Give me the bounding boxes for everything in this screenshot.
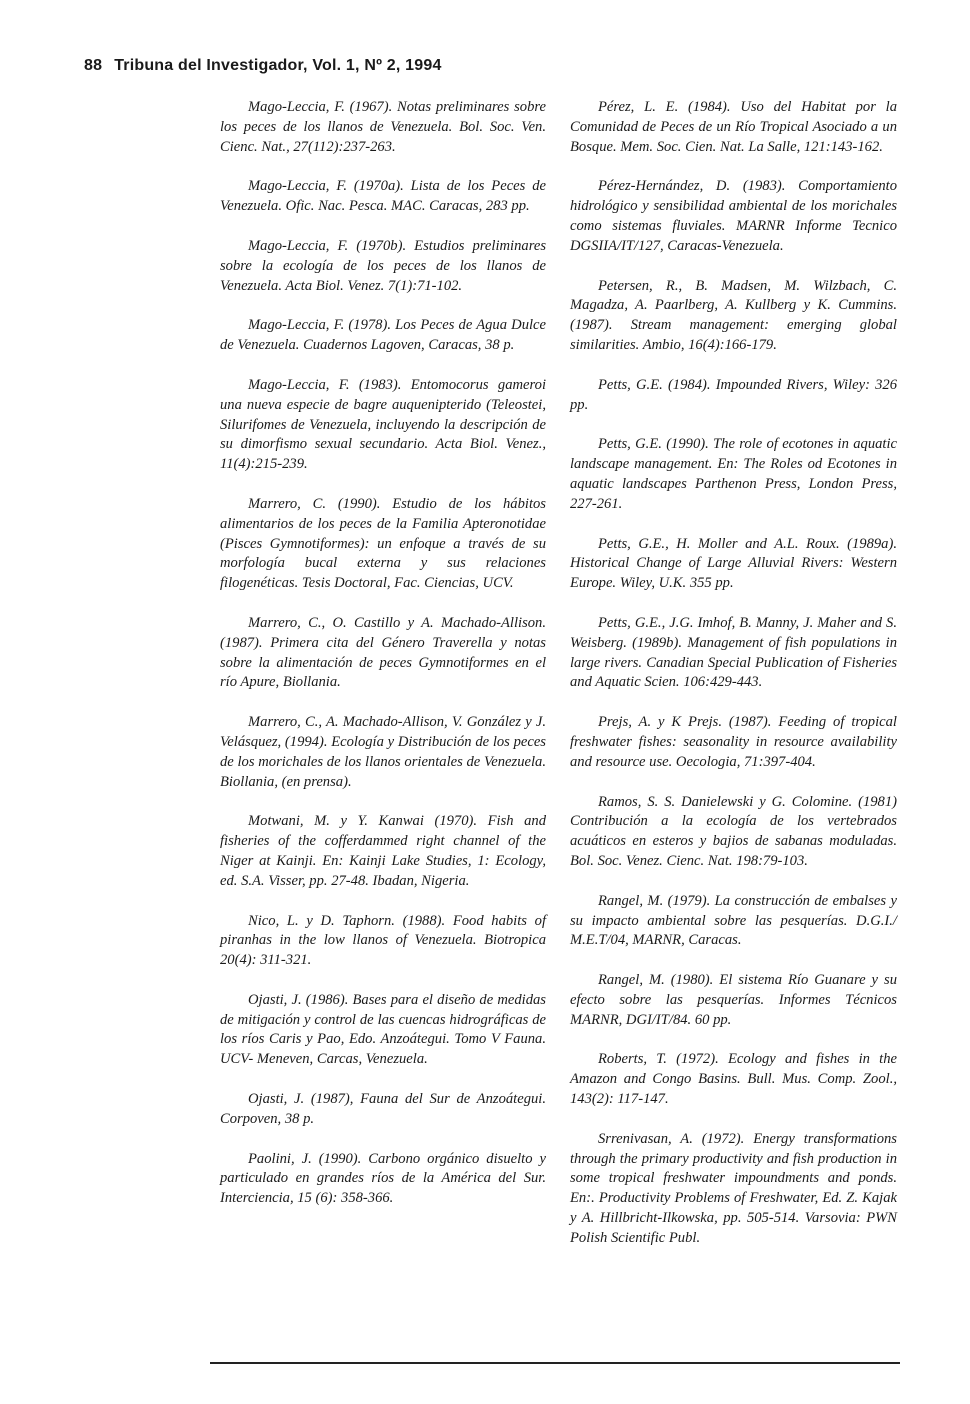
journal-title: Tribuna del Investigador, Vol. 1, Nº 2, 1994: [114, 57, 442, 74]
reference-entry: Pérez, L. E. (1984). Uso del Habitat por la Comunidad de Peces de un Río Tropical Asociado a un Bosque. Mem. Soc. Cien. Nat. La Salle, 121:143-162.: [570, 99, 897, 155]
reference-entry: Marrero, C., A. Machado-Allison, V. González y J. Velásquez, (1994). Ecología y Distribución de los peces de los morichales de los llanos orientales de Venezuela. Biollania, (en prensa).: [220, 714, 546, 790]
reference-entry: Srrenivasan, A. (1972). Energy transformations through the primary productivity and fish production in some tropical freshwater impoundments and ponds. En:. Productivity Problems of Freshwater, Ed. Z. Kajak y A. Hillbricht-Ilkowska, pp. 505-514. Varsovia: PWN Polish Scientific Publ.: [570, 1130, 897, 1246]
footer-rule: [210, 1362, 900, 1364]
reference-entry: Petts, G.E. (1990). The role of ecotones in aquatic landscape management. En: The Roles od Ecotones in aquatic landscapes Parthenon Press, London Press, 227-261.: [570, 436, 897, 512]
reference-entry: Mago-Leccia, F. (1983). Entomocorus gameroi una nueva especie de bagre auquenipterido (Teleostei, Silurifomes de Venezuela, incluyendo la descripción de su dimorfismo sexual secundario. Acta Biol. Venez., 11(4):215-239.: [220, 376, 546, 473]
reference-entry: Roberts, T. (1972). Ecology and fishes in the Amazon and Congo Basins. Bull. Mus. Comp. Zool., 143(2): 117-147.: [570, 1051, 897, 1108]
reference-entry: Paolini, J. (1990). Carbono orgánico disuelto y particulado en grandes ríos de la América del Sur. Interciencia, 15 (6): 358-366.: [220, 1150, 546, 1207]
reference-entry: Ojasti, J. (1986). Bases para el diseño de medidas de mitigación y control de las cuencas hidrográficas de los ríos Caris y Pao, Edo. Anzoátegui. Tomo V Fauna. UCV- Meneven, Carcas, Venezuela.: [220, 991, 546, 1068]
reference-entry: Pérez-Hernández, D. (1983). Comportamiento hidrológico y sensibilidad ambiental de los morichales como sistemas fluviales. MARNR Informe Tecnico DGSIIA/IT/127, Caracas-Venezuela.: [570, 178, 897, 254]
reference-entry: Mago-Leccia, F. (1978). Los Peces de Agua Dulce de Venezuela. Cuadernos Lagoven, Caracas, 38 p.: [220, 317, 546, 354]
reference-entry: Mago-Leccia, F. (1967). Notas preliminares sobre los peces de los llanos de Venezuela. Bol. Soc. Ven. Cienc. Nat., 27(112):237-263.: [220, 99, 546, 155]
reference-entry: Marrero, C., O. Castillo y A. Machado-Allison. (1987). Primera cita del Género Traverella y notas sobre la alimentación de peces Gymnotiformes en el río Apure, Biollania.: [220, 614, 546, 691]
reference-entry: Rangel, M. (1980). El sistema Río Guanare y su efecto sobre las pesquerías. Informes Técnicos MARNR, DGI/IT/84. 60 pp.: [570, 972, 897, 1028]
page-number: 88: [84, 57, 103, 74]
reference-entry: Marrero, C. (1990). Estudio de los hábitos alimentarios de los peces de la Familia Apteronotidae (Pisces Gymnotiformes): un enfoque a través de su morfología bucal externa y sus relaciones filogenéticas. Tesis Doctoral, Fac. Ciencias, UCV.: [220, 495, 546, 592]
reference-entry: Mago-Leccia, F. (1970b). Estudios preliminares sobre la ecología de los peces de los llanos de Venezuela. Acta Biol. Venez. 7(1):71-102.: [220, 237, 546, 294]
reference-entry: Petts, G.E., J.G. Imhof, B. Manny, J. Maher and S. Weisberg. (1989b). Management of fish populations in large rivers. Canadian Special Publication of Fisheries and Aquatic Scien. 106:429-443.: [570, 614, 897, 691]
reference-entry: Ramos, S. S. Danielewski y G. Colomine. (1981) Contribución a la ecología de los vertebrados acuáticos en esteros y bajios de sabanas moduladas. Bol. Soc. Venez. Cienc. Nat. 198:79-103.: [570, 793, 897, 869]
reference-entry: Petts, G.E., H. Moller and A.L. Roux. (1989a). Historical Change of Large Alluvial Rivers: Western Europe. Wiley, U.K. 355 pp.: [570, 535, 897, 592]
reference-entry: Petts, G.E. (1984). Impounded Rivers, Wiley: 326 pp.: [570, 376, 897, 413]
reference-entry: Prejs, A. y K Prejs. (1987). Feeding of tropical freshwater fishes: seasonality in resource availability and resource use. Oecologia, 71:397-404.: [570, 714, 897, 770]
references-left-column: [220, 98, 546, 1229]
reference-entry: Mago-Leccia, F. (1970a). Lista de los Peces de Venezuela. Ofic. Nac. Pesca. MAC. Caracas, 283 pp.: [220, 178, 546, 215]
reference-entry: Petersen, R., B. Madsen, M. Wilzbach, C. Magadza, A. Paarlberg, A. Kullberg y K. Cummins. (1987). Stream management: emerging global similarities. Ambio, 16(4):166-179.: [570, 277, 897, 353]
running-header: [84, 57, 442, 75]
reference-entry: Nico, L. y D. Taphorn. (1988). Food habits of piranhas in the low llanos of Venezuela. Biotropica 20(4): 311-321.: [220, 912, 546, 969]
reference-entry: Ojasti, J. (1987), Fauna del Sur de Anzoátegui. Corpoven, 38 p.: [220, 1091, 546, 1127]
reference-entry: Motwani, M. y Y. Kanwai (1970). Fish and fisheries of the cofferdammed right channel of the Niger at Kainji. En: Kainji Lake Studies, 1: Ecology, ed. S.A. Visser, pp. 27-48. Ibadan, Nigeria.: [220, 813, 546, 889]
references-right-column: [570, 98, 897, 1269]
reference-entry: Rangel, M. (1979). La construcción de embalses y su impacto ambiental sobre las pesquerías. D.G.I./ M.E.T/04, MARNR, Caracas.: [570, 892, 897, 949]
